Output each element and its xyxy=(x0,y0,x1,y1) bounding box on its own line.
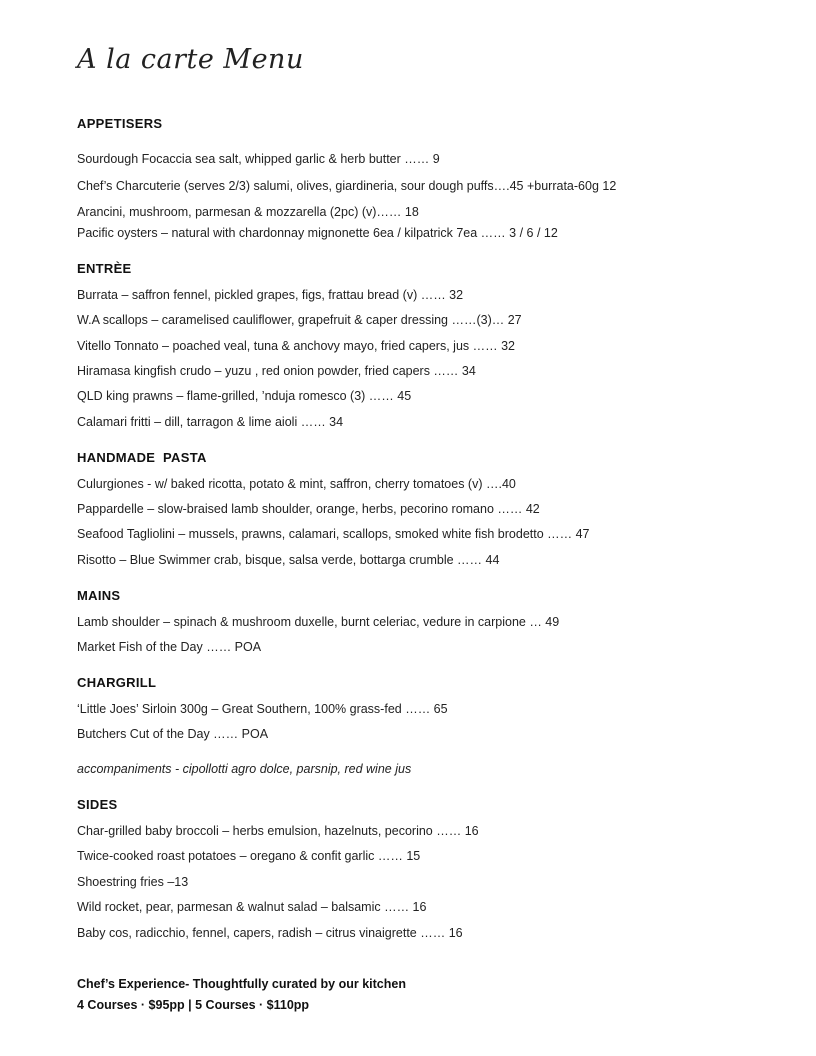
menu-item: Pacific oysters – natural with chardonnay mignonette 6ea / kilpatrick 7ea …… 3 / 6 / 12 xyxy=(77,226,558,240)
menu-item: Chef’s Charcuterie (serves 2/3) salumi, olives, giardineria, sour dough puffs….45 +burrata-60g 12 xyxy=(77,179,617,193)
menu-item: Calamari fritti – dill, tarragon & lime aioli …… 34 xyxy=(77,415,344,429)
menu-item: Shoestring fries –13 xyxy=(77,875,189,889)
section-heading-mains: MAINS xyxy=(77,588,121,603)
section-heading-appetisers: APPETISERS xyxy=(77,116,163,131)
menu-item: Risotto – Blue Swimmer crab, bisque, salsa verde, bottarga crumble …… 44 xyxy=(77,553,500,567)
menu-item: Char-grilled baby broccoli – herbs emulsion, hazelnuts, pecorino …… 16 xyxy=(77,824,479,838)
menu-item: Market Fish of the Day …… POA xyxy=(77,640,262,654)
menu-item: Lamb shoulder – spinach & mushroom duxelle, burnt celeriac, vedure in carpione … 49 xyxy=(77,615,560,629)
menu-item: W.A scallops – caramelised cauliflower, grapefruit & caper dressing ……(3)… 27 xyxy=(77,313,522,327)
menu-item: Seafood Tagliolini – mussels, prawns, calamari, scallops, smoked white fish brodetto …… 47 xyxy=(77,527,590,541)
accompaniments-note: accompaniments - cipollotti agro dolce, parsnip, red wine jus xyxy=(77,762,412,776)
menu-item: Twice-cooked roast potatoes – oregano & confit garlic …… 15 xyxy=(77,849,421,863)
chefs-experience-title: Chef’s Experience- Thoughtfully curated by our kitchen xyxy=(77,977,406,991)
menu-item: Pappardelle – slow-braised lamb shoulder, orange, herbs, pecorino romano …… 42 xyxy=(77,502,540,516)
menu-item: Culurgiones - w/ baked ricotta, potato & mint, saffron, cherry tomatoes (v) ….40 xyxy=(77,477,516,491)
menu-item: Vitello Tonnato – poached veal, tuna & anchovy mayo, fried capers, jus …… 32 xyxy=(77,339,515,353)
menu-item: ‘Little Joes’ Sirloin 300g – Great Southern, 100% grass-fed …… 65 xyxy=(77,702,448,716)
chefs-experience-pricing: 4 Courses · $95pp | 5 Courses · $110pp xyxy=(77,998,310,1012)
menu-item: Baby cos, radicchio, fennel, capers, radish – citrus vinaigrette …… 16 xyxy=(77,926,463,940)
menu-item: Wild rocket, pear, parmesan & walnut salad – balsamic …… 16 xyxy=(77,900,427,914)
section-heading-pasta: HANDMADE PASTA xyxy=(77,450,207,465)
menu-item: Arancini, mushroom, parmesan & mozzarella (2pc) (v)…… 18 xyxy=(77,205,419,219)
section-heading-sides: SIDES xyxy=(77,797,118,812)
menu-item: Hiramasa kingfish crudo – yuzu , red onion powder, fried capers …… 34 xyxy=(77,364,476,378)
menu-item: Sourdough Focaccia sea salt, whipped garlic & herb butter …… 9 xyxy=(77,152,440,166)
section-heading-chargrill: CHARGRILL xyxy=(77,675,157,690)
menu-title: A la carte Menu xyxy=(77,44,304,75)
menu-item: QLD king prawns – flame-grilled, ’nduja romesco (3) …… 45 xyxy=(77,389,412,403)
section-heading-entree: ENTRÈE xyxy=(77,261,132,276)
menu-item: Burrata – saffron fennel, pickled grapes, figs, frattau bread (v) …… 32 xyxy=(77,288,464,302)
menu-item: Butchers Cut of the Day …… POA xyxy=(77,727,269,741)
